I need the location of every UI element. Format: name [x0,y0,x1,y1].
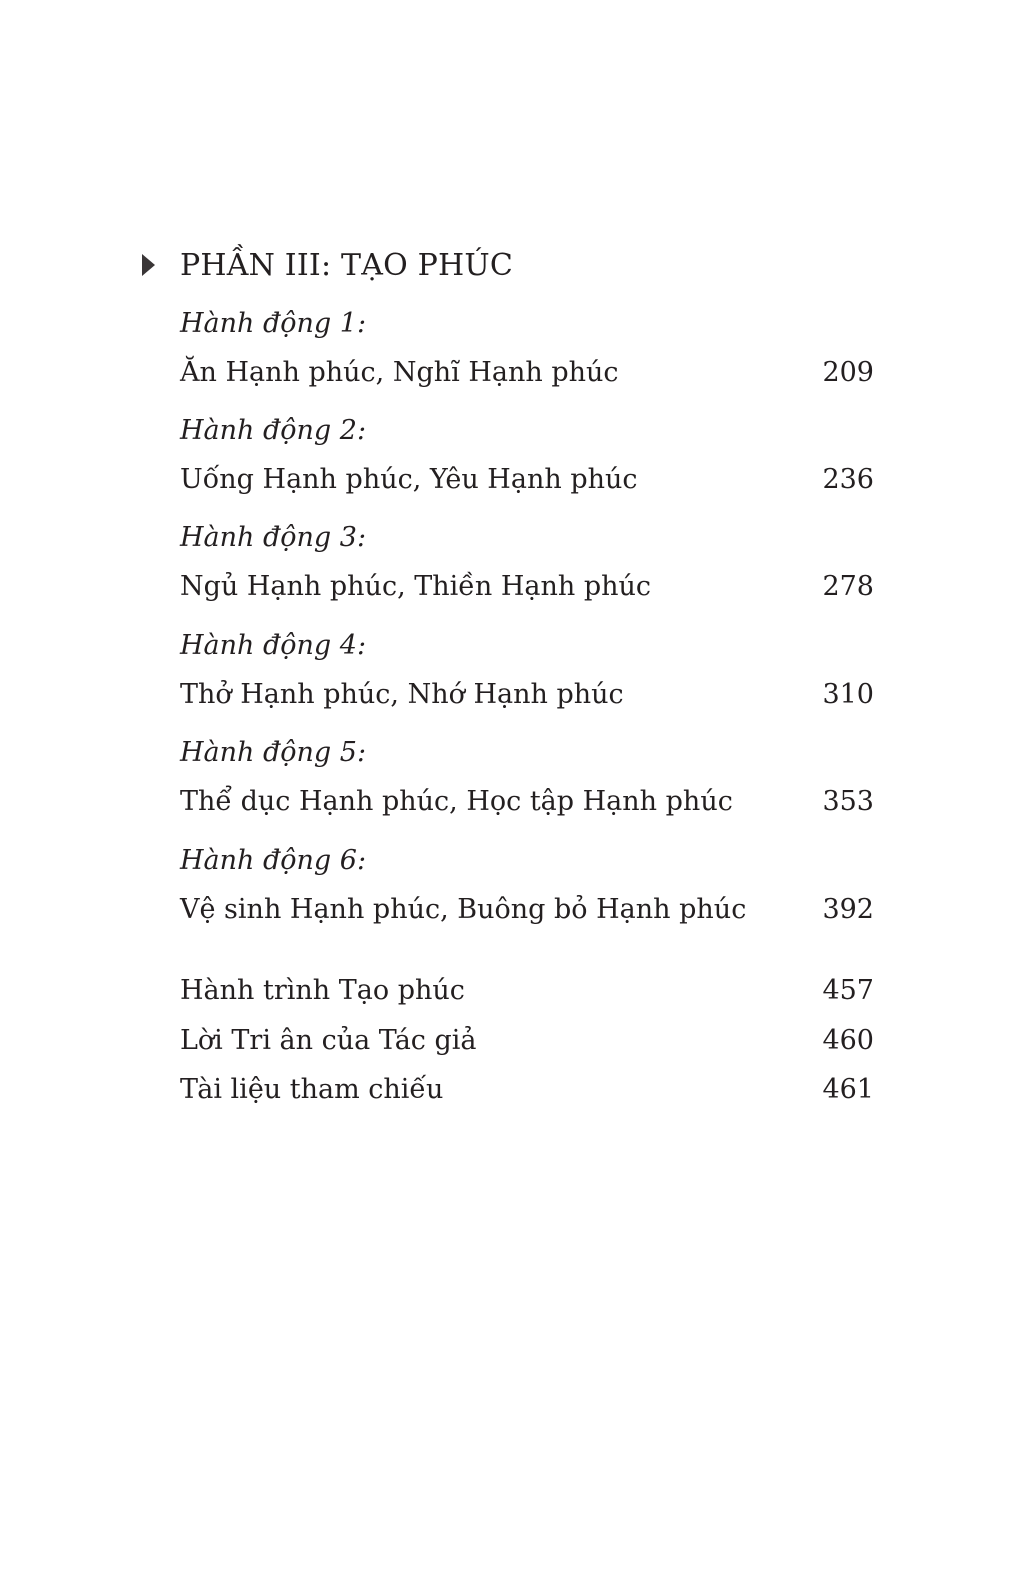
action-label: Hành động 4: [180,630,367,661]
action-label: Hành động 6: [180,845,367,876]
toc-entry[interactable] [180,460,874,500]
toc-entry[interactable] [180,567,874,607]
toc-entry-page: 461 [822,1074,874,1105]
toc-entry[interactable] [180,353,874,393]
toc-entry-title: Ngủ Hạnh phúc, Thiền Hạnh phúc [180,571,652,602]
toc-entry[interactable] [180,971,874,1011]
part-marker-triangle-icon [142,254,155,276]
action-label: Hành động 5: [180,737,367,768]
action-label: Hành động 2: [180,415,367,446]
toc-entry[interactable] [180,1070,874,1110]
toc-entry-page: 353 [822,786,874,817]
action-label: Hành động 3: [180,522,367,553]
toc-entry[interactable] [180,1021,874,1061]
part-title: PHẦN III: TẠO PHÚC [180,248,513,283]
toc-entry-page: 310 [822,679,874,710]
action-label: Hành động 1: [180,308,367,339]
toc-entry[interactable] [180,675,874,715]
toc-entry-page: 278 [822,571,874,602]
toc-entry-title: Hành trình Tạo phúc [180,975,465,1006]
toc-entry-title: Uống Hạnh phúc, Yêu Hạnh phúc [180,464,638,495]
toc-entry-page: 236 [822,464,874,495]
toc-entry[interactable] [180,890,874,930]
toc-entry-page: 392 [822,894,874,925]
toc-entry-title: Tài liệu tham chiếu [180,1074,444,1105]
toc-entry-title: Ăn Hạnh phúc, Nghĩ Hạnh phúc [180,357,619,388]
toc-entry-page: 209 [822,357,874,388]
toc-entry-title: Thể dục Hạnh phúc, Học tập Hạnh phúc [180,786,733,817]
toc-entry-page: 460 [822,1025,874,1056]
toc-entry-title: Thở Hạnh phúc, Nhớ Hạnh phúc [180,679,624,710]
toc-entry-page: 457 [822,975,874,1006]
toc-entry[interactable] [180,782,874,822]
toc-entry-title: Lời Tri ân của Tác giả [180,1025,477,1056]
toc-entry-title: Vệ sinh Hạnh phúc, Buông bỏ Hạnh phúc [180,894,747,925]
